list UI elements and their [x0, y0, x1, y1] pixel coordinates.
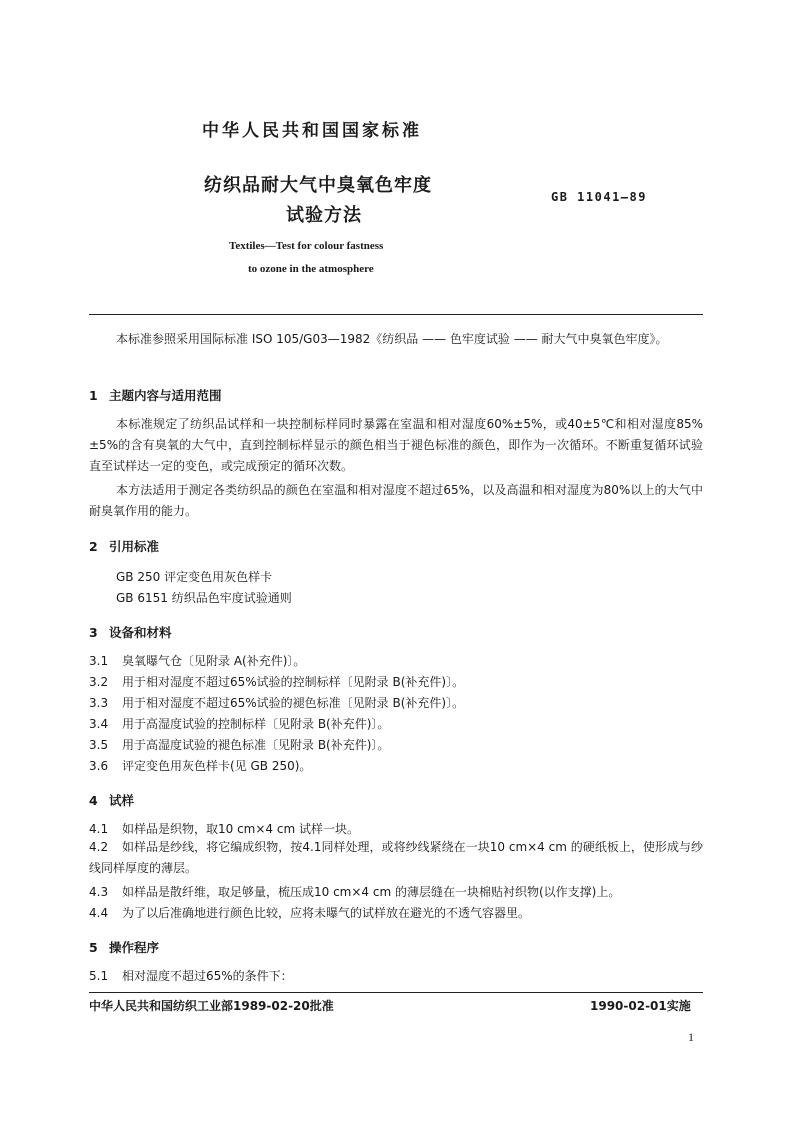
reference-gb6151: GB 6151 纺织品色牢度试验通则: [116, 591, 292, 605]
list-item: [89, 757, 311, 774]
item-text: 用于相对湿度不超过65%试验的控制标样〔见附录 B(补充件)〕。: [122, 675, 465, 689]
item-text: 如样品是织物，取10 cm×4 cm 试样一块。: [122, 822, 359, 836]
item-number: 3.3: [89, 696, 109, 710]
list-item: [89, 652, 305, 669]
reference-gb250: GB 250 评定变色用灰色样卡: [116, 570, 273, 584]
implementation-date: 1990-02-01实施: [590, 999, 691, 1013]
list-item: [89, 837, 703, 879]
section-4-heading: [89, 791, 134, 809]
item-text: 用于相对湿度不超过65%试验的褪色标准〔见附录 B(补充件)〕。: [122, 696, 465, 710]
document-title-line2: 试验方法: [286, 205, 362, 226]
list-item: [89, 883, 620, 900]
list-item: [89, 904, 530, 921]
item-text: 相对湿度不超过65%的条件下：: [122, 969, 293, 983]
item-number: 3.4: [89, 717, 109, 731]
english-title-line2: to ozone in the atmosphere: [248, 263, 374, 275]
footer-rule: [89, 992, 703, 993]
list-item: [89, 694, 464, 711]
list-item: [89, 715, 389, 732]
item-text: 为了以后准确地进行颜色比较，应将未曝气的试样放在避光的不透气容器里。: [122, 906, 531, 920]
section-1-heading: [89, 386, 222, 404]
section-number: 1: [89, 388, 98, 403]
item-number: 3.2: [89, 675, 109, 689]
intro-paragraph: 本标准参照采用国际标准 ISO 105/G03—1982《纺织品 —— 色牢度试验 —— 耐大气中臭氧色牢度》。: [116, 332, 668, 346]
section-number: 2: [89, 539, 98, 554]
section-1-paragraph-1: 本标准规定了纺织品试样和一块控制标样同时暴露在室温和相对湿度60%±5%，或40±5℃和相对湿度85%±5%的含有臭氧的大气中，直到控制标样显示的颜色相当于褪色标准的颜色，即作为一次循环。不断重复循环试验直至试样达一定的变色，或完成预定的循环次数。: [89, 417, 703, 473]
list-item: [89, 736, 389, 753]
section-2-heading: [89, 537, 159, 555]
standard-number: GB 11041—89: [551, 190, 647, 204]
list-item: [89, 820, 359, 837]
list-item: [89, 967, 293, 984]
national-standard-heading: 中华人民共和国国家标准: [202, 121, 422, 141]
section-1-paragraph-2: 本方法适用于测定各类纺织品的颜色在室温和相对湿度不超过65%，以及高温和相对湿度为80%以上的大气中耐臭氧作用的能力。: [89, 483, 703, 518]
section-title: 试样: [109, 793, 135, 808]
item-number: 3.5: [89, 738, 109, 752]
item-text: 臭氧曝气仓〔见附录 A(补充件)〕。: [122, 654, 306, 668]
item-text: 如样品是纱线，将它编成织物，按4.1同样处理，或将纱线紧绕在一块10 cm×4 cm 的硬纸板上，使形成与纱线同样厚度的薄层。: [89, 840, 703, 875]
item-number: 4.3: [89, 885, 109, 899]
list-item: [89, 673, 464, 690]
item-number: 4.2: [89, 840, 109, 854]
item-number: 4.1: [89, 822, 109, 836]
section-title: 主题内容与适用范围: [109, 388, 222, 403]
section-number: 5: [89, 940, 98, 955]
item-number: 3.1: [89, 654, 109, 668]
section-number: 3: [89, 625, 98, 640]
item-number: 5.1: [89, 969, 109, 983]
section-title: 设备和材料: [109, 625, 172, 640]
item-number: 3.6: [89, 759, 109, 773]
english-title-line1: Textiles—Test for colour fastness: [229, 240, 384, 252]
page-number: 1: [688, 1030, 694, 1044]
item-text: 如样品是散纤维，取足够量，梳压成10 cm×4 cm 的薄层缝在一块棉贴衬织物(以作支撑)上。: [122, 885, 621, 899]
section-5-heading: [89, 938, 159, 956]
section-title: 操作程序: [109, 940, 160, 955]
section-number: 4: [89, 793, 98, 808]
item-number: 4.4: [89, 906, 109, 920]
item-text: 评定变色用灰色样卡(见 GB 250)。: [122, 759, 312, 773]
document-title-line1: 纺织品耐大气中臭氧色牢度: [204, 175, 432, 196]
item-text: 用于高湿度试验的控制标样〔见附录 B(补充件)〕。: [122, 717, 390, 731]
approval-line: 中华人民共和国纺织工业部1989-02-20批准: [89, 999, 334, 1013]
item-text: 用于高湿度试验的褪色标准〔见附录 B(补充件)〕。: [122, 738, 390, 752]
section-title: 引用标准: [109, 539, 160, 554]
section-3-heading: [89, 623, 172, 641]
header-rule: [89, 314, 703, 315]
